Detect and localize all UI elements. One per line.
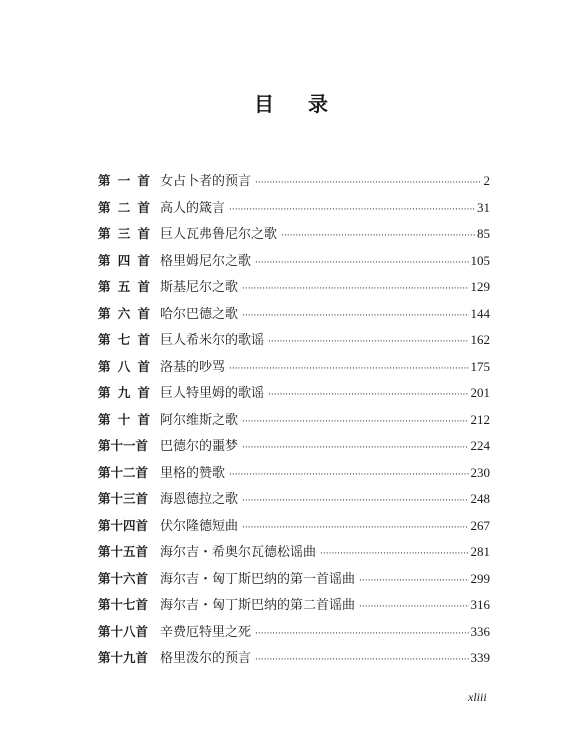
toc-entry[interactable] bbox=[98, 645, 490, 672]
dot-leader bbox=[242, 276, 468, 303]
entry-title: 女占卜者的预言 bbox=[160, 174, 252, 189]
entry-number: 第十二首 bbox=[98, 464, 149, 480]
toc-entry[interactable] bbox=[98, 460, 490, 487]
entry-number: 第十八首 bbox=[98, 623, 149, 639]
entry-number: 第十四首 bbox=[98, 517, 149, 533]
entry-number: 第十五首 bbox=[98, 544, 149, 559]
entry-number: 第 三 首 bbox=[98, 226, 150, 241]
entry-title: 洛基的吵骂 bbox=[160, 359, 226, 375]
entry-title: 海尔吉・匈丁斯巴纳的第一首谣曲 bbox=[160, 571, 356, 587]
dot-leader bbox=[320, 541, 468, 568]
entry-title: 海恩德拉之歌 bbox=[160, 492, 239, 507]
toc-entry[interactable] bbox=[98, 433, 490, 460]
dot-leader bbox=[359, 594, 468, 621]
entry-page: 267 bbox=[470, 517, 490, 533]
entry-page: 299 bbox=[470, 570, 490, 586]
toc-entry[interactable] bbox=[98, 195, 490, 222]
toc-entry[interactable] bbox=[98, 592, 490, 619]
title-char-2: 录 bbox=[308, 92, 328, 116]
entry-number: 第十三首 bbox=[98, 491, 149, 506]
entry-title: 高人的箴言 bbox=[160, 200, 226, 216]
entry-number: 第 七 首 bbox=[98, 332, 150, 347]
dot-leader bbox=[255, 647, 468, 674]
dot-leader bbox=[229, 356, 468, 383]
entry-title: 巨人特里姆的歌谣 bbox=[160, 386, 265, 401]
toc-entry[interactable] bbox=[98, 248, 490, 275]
entry-number: 第 六 首 bbox=[98, 305, 150, 321]
toc-entry[interactable] bbox=[98, 539, 490, 566]
entry-title: 哈尔巴德之歌 bbox=[160, 306, 239, 322]
entry-page: 105 bbox=[470, 252, 490, 268]
entry-number: 第 十 首 bbox=[98, 411, 150, 427]
entry-number: 第十九首 bbox=[98, 650, 149, 665]
entry-page: 224 bbox=[470, 438, 490, 453]
entry-title: 海尔吉・希奥尔瓦德松谣曲 bbox=[160, 545, 317, 560]
entry-number: 第 二 首 bbox=[98, 199, 150, 215]
entry-title: 巨人希米尔的歌谣 bbox=[160, 333, 265, 348]
toc-entry[interactable] bbox=[98, 513, 490, 540]
entry-page: 316 bbox=[470, 597, 490, 612]
entry-page: 2 bbox=[483, 173, 490, 188]
title-char-1: 目 bbox=[254, 92, 274, 116]
toc-entry[interactable] bbox=[98, 566, 490, 593]
entry-title: 阿尔维斯之歌 bbox=[160, 412, 239, 428]
entry-title: 格里泼尔的预言 bbox=[160, 651, 252, 666]
entry-number: 第 八 首 bbox=[98, 358, 150, 374]
entry-number: 第 一 首 bbox=[98, 173, 150, 188]
dot-leader bbox=[242, 515, 468, 542]
entry-title: 伏尔隆德短曲 bbox=[160, 518, 239, 534]
entry-page: 336 bbox=[470, 623, 490, 639]
toc-entry[interactable] bbox=[98, 274, 490, 301]
toc-entry[interactable] bbox=[98, 486, 490, 513]
dot-leader bbox=[281, 223, 475, 250]
entry-page: 230 bbox=[470, 464, 490, 480]
entry-title: 海尔吉・匈丁斯巴纳的第二首谣曲 bbox=[160, 598, 356, 613]
entry-page: 339 bbox=[470, 650, 490, 665]
entry-page: 31 bbox=[477, 199, 490, 215]
toc-entry[interactable] bbox=[98, 327, 490, 354]
toc-entry[interactable] bbox=[98, 354, 490, 381]
entry-page: 162 bbox=[470, 332, 490, 347]
dot-leader bbox=[255, 621, 468, 648]
dot-leader bbox=[242, 409, 468, 436]
entry-title: 巨人瓦弗鲁尼尔之歌 bbox=[160, 227, 278, 242]
entry-title: 巴德尔的噩梦 bbox=[160, 439, 239, 454]
entry-title: 里格的赞歌 bbox=[160, 465, 226, 481]
toc-entry[interactable] bbox=[98, 168, 490, 195]
dot-leader bbox=[268, 382, 468, 409]
entry-number: 第十六首 bbox=[98, 570, 149, 586]
entry-number: 第 九 首 bbox=[98, 385, 150, 400]
entry-title: 格里姆尼尔之歌 bbox=[160, 253, 252, 269]
entry-page: 175 bbox=[470, 358, 490, 374]
dot-leader bbox=[242, 435, 468, 462]
toc-entry[interactable] bbox=[98, 619, 490, 646]
entry-number: 第十七首 bbox=[98, 597, 149, 612]
entry-title: 斯基尼尔之歌 bbox=[160, 280, 239, 295]
entry-page: 85 bbox=[477, 226, 490, 241]
dot-leader bbox=[229, 462, 468, 489]
entry-number: 第 四 首 bbox=[98, 252, 150, 268]
dot-leader bbox=[242, 488, 468, 515]
page-title bbox=[0, 88, 582, 117]
entry-number: 第十一首 bbox=[98, 438, 149, 453]
dot-leader bbox=[268, 329, 468, 356]
table-of-contents bbox=[98, 168, 490, 672]
dot-leader bbox=[359, 568, 468, 595]
entry-title: 辛费厄特里之死 bbox=[160, 624, 252, 640]
toc-entry[interactable] bbox=[98, 301, 490, 328]
page-folio: xliii bbox=[468, 690, 487, 704]
entry-page: 281 bbox=[470, 544, 490, 559]
toc-entry[interactable] bbox=[98, 407, 490, 434]
toc-entry[interactable] bbox=[98, 380, 490, 407]
entry-page: 248 bbox=[470, 491, 490, 506]
entry-page: 212 bbox=[470, 411, 490, 427]
dot-leader bbox=[255, 250, 468, 277]
entry-page: 144 bbox=[470, 305, 490, 321]
dot-leader bbox=[242, 303, 468, 330]
entry-number: 第 五 首 bbox=[98, 279, 150, 294]
entry-page: 129 bbox=[470, 279, 490, 294]
entry-page: 201 bbox=[470, 385, 490, 400]
dot-leader bbox=[255, 170, 481, 197]
toc-entry[interactable] bbox=[98, 221, 490, 248]
dot-leader bbox=[229, 197, 475, 224]
